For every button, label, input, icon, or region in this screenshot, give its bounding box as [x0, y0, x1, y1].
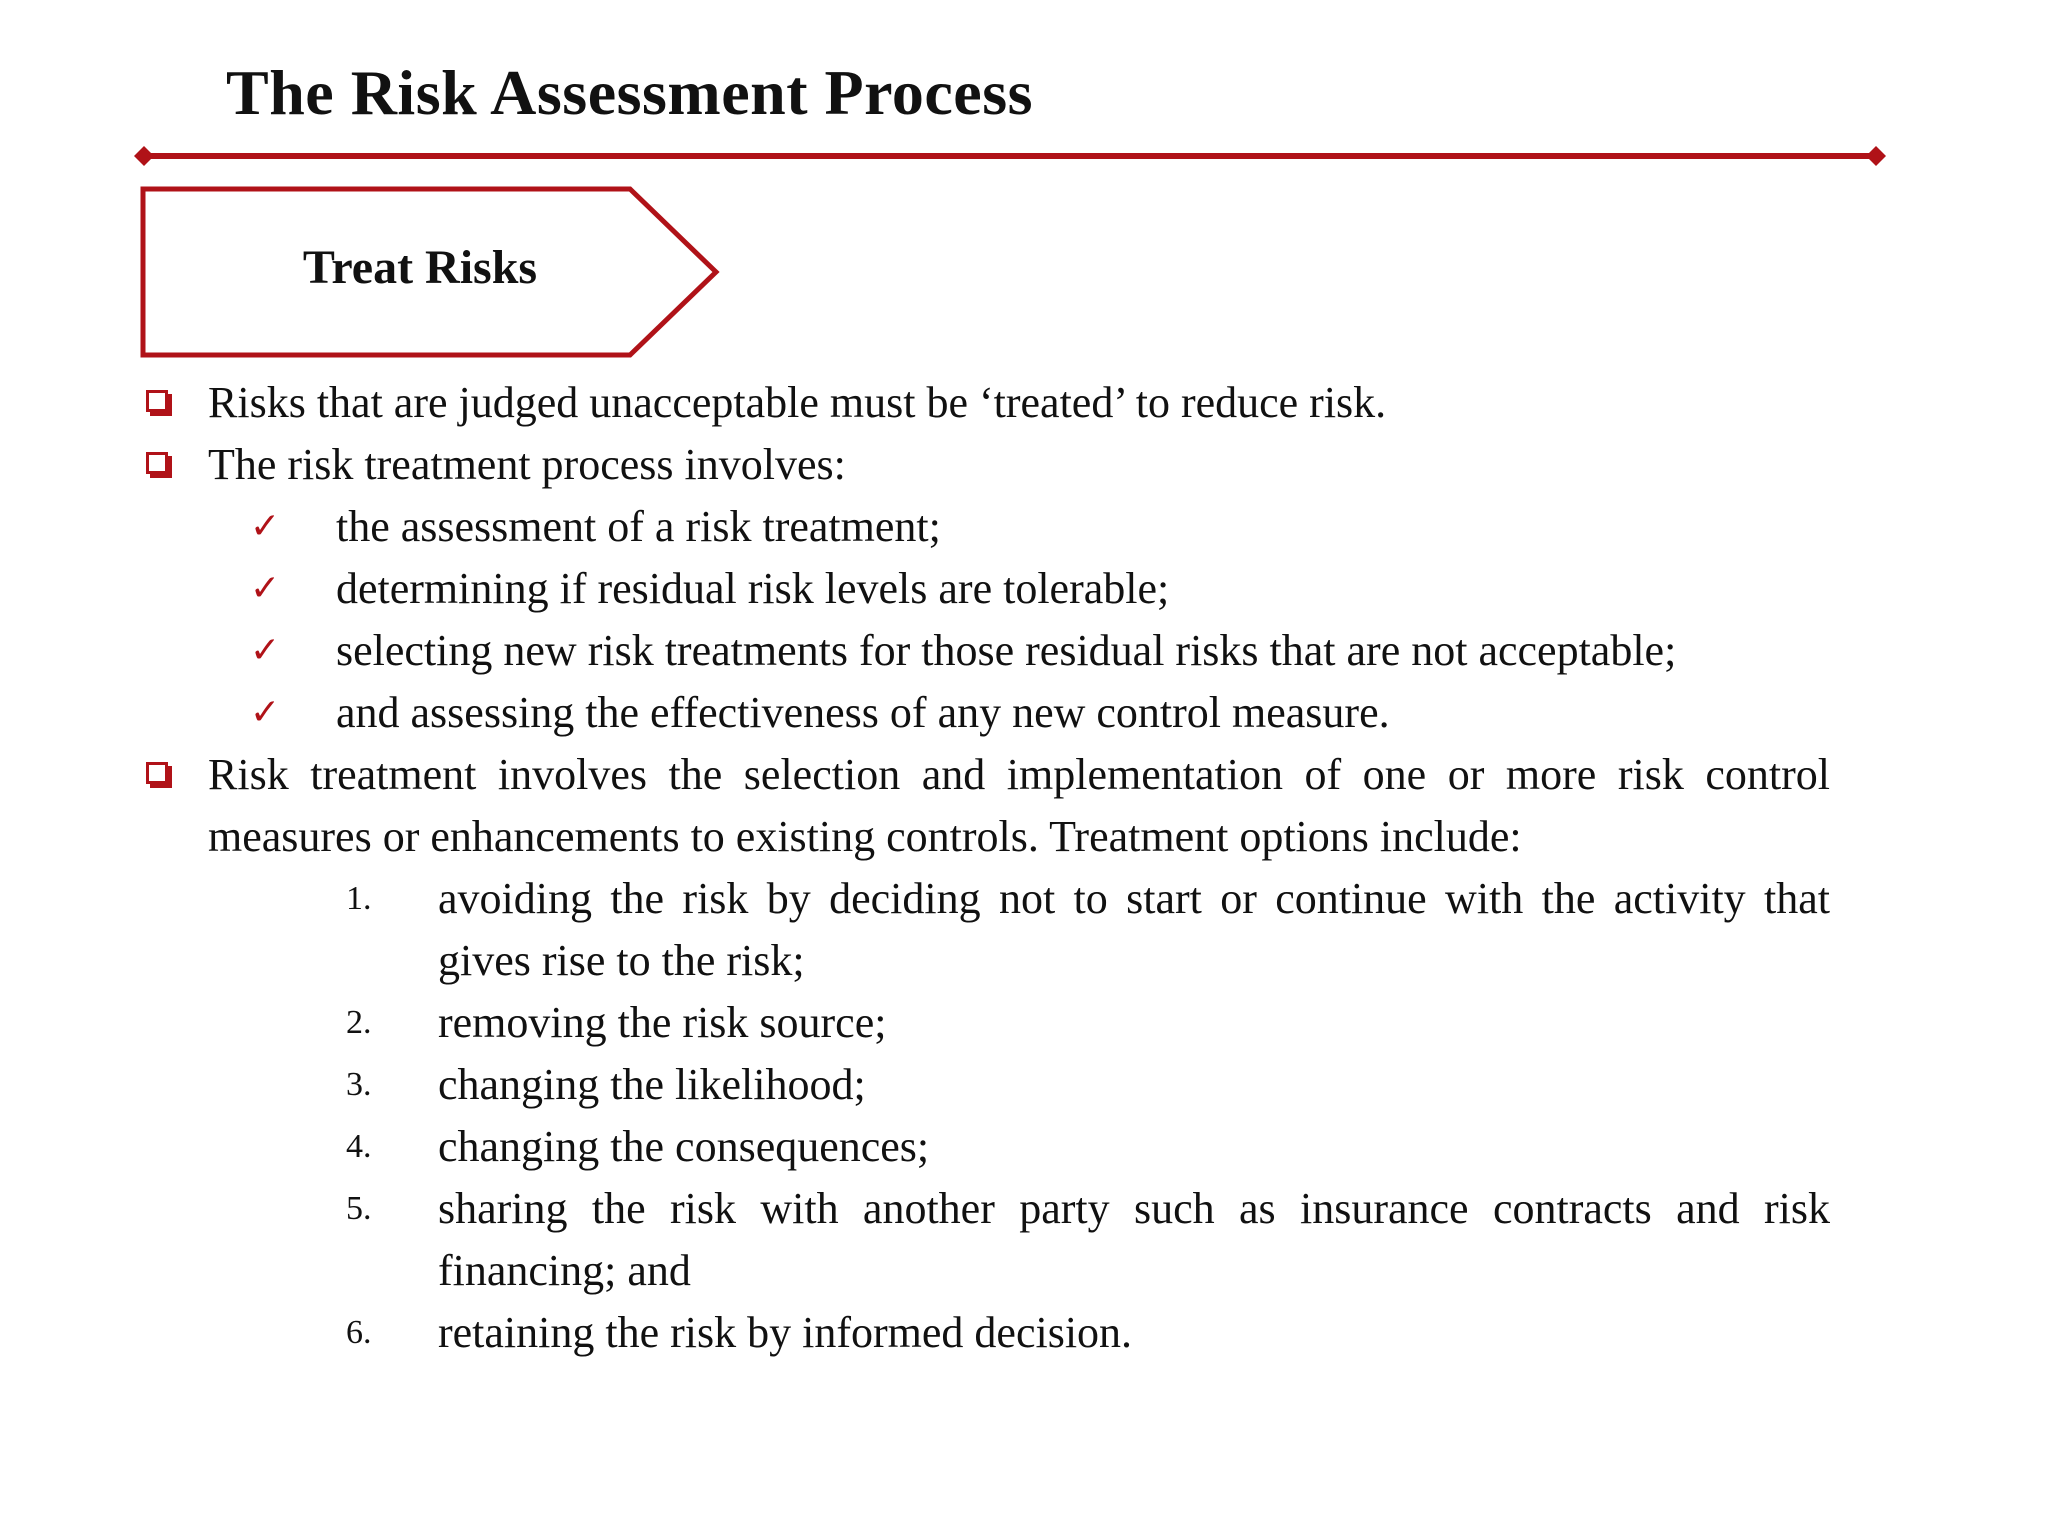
- bullet-text: Risks that are judged unacceptable must be ‘treated’ to reduce risk.: [208, 378, 1387, 427]
- check-text: and assessing the effectiveness of any new control measure.: [336, 688, 1390, 737]
- check-item: [140, 496, 1830, 558]
- check-item: [140, 558, 1830, 620]
- bullet-item: [140, 372, 1830, 434]
- option-number: 6.: [346, 1314, 372, 1351]
- option-item: [140, 992, 1830, 1054]
- option-text: changing the consequences;: [438, 1122, 930, 1171]
- option-text: avoiding the risk by deciding not to start or continue with the activity that gives rise to the risk;: [438, 874, 1830, 985]
- box-bullet-icon: [146, 390, 168, 412]
- box-bullet-icon: [146, 762, 168, 784]
- option-text: removing the risk source;: [438, 998, 887, 1047]
- option-number: 5.: [346, 1190, 372, 1227]
- option-item: [140, 868, 1830, 992]
- bullet-item: [140, 434, 1830, 496]
- option-text: sharing the risk with another party such as insurance contracts and risk financing; and: [438, 1184, 1830, 1295]
- option-item: [140, 1054, 1830, 1116]
- slide-content: [140, 372, 1830, 1364]
- option-item: [140, 1116, 1830, 1178]
- check-text: determining if residual risk levels are tolerable;: [336, 564, 1170, 613]
- checkmark-icon: ✓: [250, 692, 281, 733]
- bullet-text: The risk treatment process involves:: [208, 440, 846, 489]
- option-text: retaining the risk by informed decision.: [438, 1308, 1133, 1357]
- bullet-text: Risk treatment involves the selection and implementation of one or more risk control measures or enhancements to existing controls. Treatment options include:: [208, 750, 1830, 861]
- option-item: [140, 1178, 1830, 1302]
- option-item: [140, 1302, 1830, 1364]
- check-item: [140, 682, 1830, 744]
- check-text: selecting new risk treatments for those residual risks that are not acceptable;: [336, 626, 1677, 675]
- option-number: 2.: [346, 1004, 372, 1041]
- option-number: 3.: [346, 1066, 372, 1103]
- option-text: changing the likelihood;: [438, 1060, 866, 1109]
- checkmark-icon: ✓: [250, 506, 281, 547]
- option-number: 1.: [346, 880, 372, 917]
- option-number: 4.: [346, 1128, 372, 1165]
- checkmark-icon: ✓: [250, 568, 281, 609]
- slide-title: The Risk Assessment Process: [226, 57, 1033, 128]
- check-text: the assessment of a risk treatment;: [336, 502, 941, 551]
- divider-right-diamond-icon: [1866, 146, 1886, 166]
- title-divider: [134, 144, 1886, 168]
- box-bullet-icon: [146, 452, 168, 474]
- section-label: Treat Risks: [302, 241, 538, 294]
- divider-left-diamond-icon: [134, 146, 154, 166]
- check-item: [140, 620, 1830, 682]
- bullet-item: [140, 744, 1830, 868]
- checkmark-icon: ✓: [250, 630, 281, 671]
